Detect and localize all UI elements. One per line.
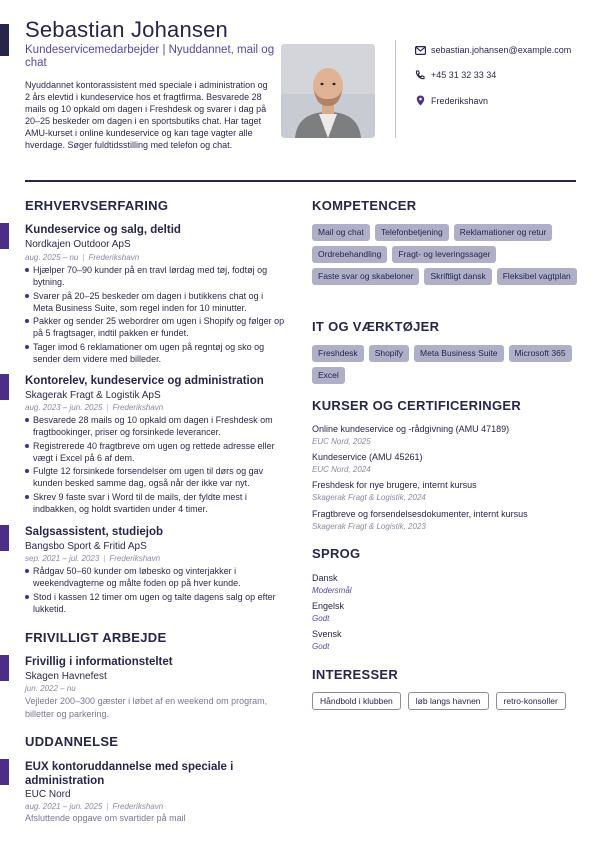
- education-heading: UDDANNELSE: [25, 734, 119, 749]
- interest-tag: retro-konsoller: [496, 692, 566, 710]
- courses-heading: KURSER OG CERTIFICERINGER: [312, 398, 522, 413]
- languages-heading: SPROG: [312, 546, 361, 561]
- location-text: Frederikshavn: [431, 95, 489, 106]
- candidate-subtitle: Kundeservicemedarbejder | Nyuddannet, mail og chat: [25, 44, 275, 69]
- profile-photo: [281, 44, 375, 138]
- job-bullet: Pakker og sender 25 webordrer om ugen i Shopify og følger op på 5 fragtsager, indtil pakken er fundet.: [25, 315, 285, 339]
- volunteer-org: Skagen Havnefest: [25, 671, 107, 682]
- skill-chip: Faste svar og skabeloner: [312, 268, 419, 285]
- contact-phone[interactable]: [413, 70, 496, 80]
- header-accent-bar: [0, 24, 9, 56]
- course-title: Fragtbreve og forsendelsesdokumenter, internt kursus: [312, 509, 528, 519]
- contact-location: [413, 95, 488, 106]
- job-company: Bangsbo Sport & Fritid ApS: [25, 541, 147, 552]
- education-accent-bar: [0, 759, 9, 785]
- tool-chip: Meta Business Suite: [414, 345, 503, 362]
- skill-chip: Fragt- og leveringssager: [392, 246, 496, 263]
- phone-icon: [413, 70, 427, 80]
- education-title: EUX kontoruddannelse med speciale i administration: [25, 761, 234, 787]
- job-bullets: [25, 414, 285, 516]
- education-meta: aug. 2021 – jun. 2025 | Frederikshavn: [25, 802, 164, 811]
- tools-heading: IT OG VÆRKTØJER: [312, 319, 440, 334]
- job-bullets: [25, 264, 285, 366]
- job-dates: aug. 2023 – jun. 2025: [25, 403, 103, 412]
- job-accent-bar: [0, 374, 9, 400]
- job-title: Salgsassistent, studiejob: [25, 526, 164, 538]
- experience-heading: ERHVERVSERFARING: [25, 198, 169, 213]
- tool-chip: Shopify: [369, 345, 409, 362]
- job-title: Kontorelev, kundeservice og administration: [25, 375, 264, 387]
- job-company: Nordkajen Outdoor ApS: [25, 239, 131, 250]
- job-company: Skagerak Fragt & Logistik ApS: [25, 390, 161, 401]
- job-bullet: Besvarede 28 mails og 10 opkald om dagen i Freshdesk om fragtbookinger, priser og forsinkede leverancer.: [25, 414, 285, 438]
- volunteer-title: Frivillig i informationsteltet: [25, 656, 173, 668]
- skill-chip: Fleksibel vagtplan: [497, 268, 577, 285]
- volunteer-heading: FRIVILLIGT ARBEJDE: [25, 630, 167, 645]
- interest-tag: Håndbold i klubben: [312, 692, 401, 710]
- course-sub: EUC Nord, 2025: [312, 437, 371, 446]
- job-bullet: Skrev 9 faste svar i Word til de mails, der fyldte mest i indbakken, og holdt svartiden under 4 timer.: [25, 491, 285, 515]
- course-title: Freshdesk for nye brugere, internt kursus: [312, 480, 477, 490]
- tools-chips: [312, 345, 582, 384]
- job-dates: aug. 2025 – nu: [25, 253, 79, 262]
- tool-chip: Microsoft 365: [509, 345, 572, 362]
- course-sub: Skagerak Fragt & Logistik, 2024: [312, 493, 426, 502]
- skill-chip: Reklamationer og retur: [454, 224, 552, 241]
- language-level: Modersmål: [312, 586, 352, 595]
- volunteer-accent-bar: [0, 655, 9, 681]
- job-meta: aug. 2025 – nu | Frederikshavn: [25, 253, 140, 262]
- header-divider: [395, 40, 396, 138]
- interests-heading: INTERESSER: [312, 667, 399, 682]
- course-title: Online kundeservice og -rådgivning (AMU 47189): [312, 424, 510, 434]
- language-level: Godt: [312, 614, 330, 623]
- email-text: sebastian.johansen@example.com: [431, 45, 572, 55]
- job-dates: sep. 2021 – jul. 2023: [25, 554, 100, 563]
- job-place: Frederikshavn: [88, 253, 140, 262]
- education-dates: aug. 2021 – jun. 2025: [25, 802, 103, 811]
- job-accent-bar: [0, 525, 9, 551]
- mail-icon: [413, 46, 427, 55]
- tool-chip: Excel: [312, 367, 345, 384]
- skills-chips: [312, 224, 582, 285]
- job-meta: sep. 2021 – jul. 2023 | Frederikshavn: [25, 554, 161, 563]
- course-sub: EUC Nord, 2024: [312, 465, 371, 474]
- tool-chip: Freshdesk: [312, 345, 364, 362]
- contact-email[interactable]: [413, 45, 571, 55]
- job-bullets: [25, 565, 285, 616]
- job-meta: aug. 2023 – jun. 2025 | Frederikshavn: [25, 403, 164, 412]
- interest-tag: løb langs havnen: [408, 692, 489, 710]
- job-bullet: Fulgte 12 forsinkede forsendelser om ugen til dørs og gav kunden besked samme dag, også når der ikke var nyt.: [25, 465, 285, 489]
- job-place: Frederikshavn: [112, 403, 164, 412]
- volunteer-dates: jun. 2022 – nu: [25, 684, 76, 693]
- job-bullet: Stod i kassen 12 timer om ugen og talte dagens salg op efter lukketid.: [25, 591, 285, 615]
- job-place: Frederikshavn: [109, 554, 161, 563]
- phone-text: +45 31 32 33 34: [431, 70, 497, 80]
- candidate-name: Sebastian Johansen: [25, 17, 228, 42]
- language-level: Godt: [312, 642, 330, 651]
- profile-summary: Nyuddannet kontorassistent med speciale i administration og 2 års elevtid i kundeservice hos et fragtfirma. Besvarede 28 mails og 10 opkald om dagen i Freshdesk og svarer i dag på 20–25 beskeder om dagen i en sportsbutiks chat. Har taget AMU-kurset i online kundeservice og kan tage vagter alle hverdage. Søger fuldtidsstilling med telefon og chat.: [25, 80, 268, 150]
- language-name: Engelsk: [312, 601, 345, 611]
- education-text: Afsluttende opgave om svartider på mail: [25, 813, 186, 823]
- language-name: Dansk: [312, 573, 338, 583]
- course-sub: Skagerak Fragt & Logistik, 2023: [312, 522, 426, 531]
- volunteer-text: Vejleder 200–300 gæster i løbet af en weekend om program, billetter og parkering.: [25, 696, 268, 719]
- skill-chip: Telefonbetjening: [375, 224, 449, 241]
- job-bullet: Tager imod 6 reklamationer om ugen på regntøj og sko og sender dem videre med billeder.: [25, 341, 285, 365]
- language-name: Svensk: [312, 629, 342, 639]
- education-school: EUC Nord: [25, 789, 71, 800]
- job-bullet: Svarer på 20–25 beskeder om dagen i butikkens chat og i Meta Business Suite, som regel inden for 10 minutter.: [25, 290, 285, 314]
- job-accent-bar: [0, 223, 9, 249]
- education-place: Frederikshavn: [112, 802, 164, 811]
- skill-chip: Ordrebehandling: [312, 246, 387, 263]
- location-pin-icon: [413, 95, 427, 106]
- skills-heading: KOMPETENCER: [312, 198, 417, 213]
- job-title: Kundeservice og salg, deltid: [25, 224, 181, 236]
- course-title: Kundeservice (AMU 45261): [312, 452, 423, 462]
- skill-chip: Mail og chat: [312, 224, 370, 241]
- job-bullet: Registrerede 40 fragtbreve om ugen og rettede adresse eller vægt i Excel på 6 af dem.: [25, 440, 285, 464]
- skill-chip: Skriftligt dansk: [424, 268, 491, 285]
- header-rule: [25, 180, 576, 182]
- job-bullet: Hjælper 70–90 kunder på en travl lørdag med tøj, fodtøj og bytning.: [25, 264, 285, 288]
- interests-list: [312, 692, 566, 710]
- job-bullet: Rådgav 50–60 kunder om løbesko og vinterjakker i weekendvagterne og målte foden op på hver kunde.: [25, 565, 285, 589]
